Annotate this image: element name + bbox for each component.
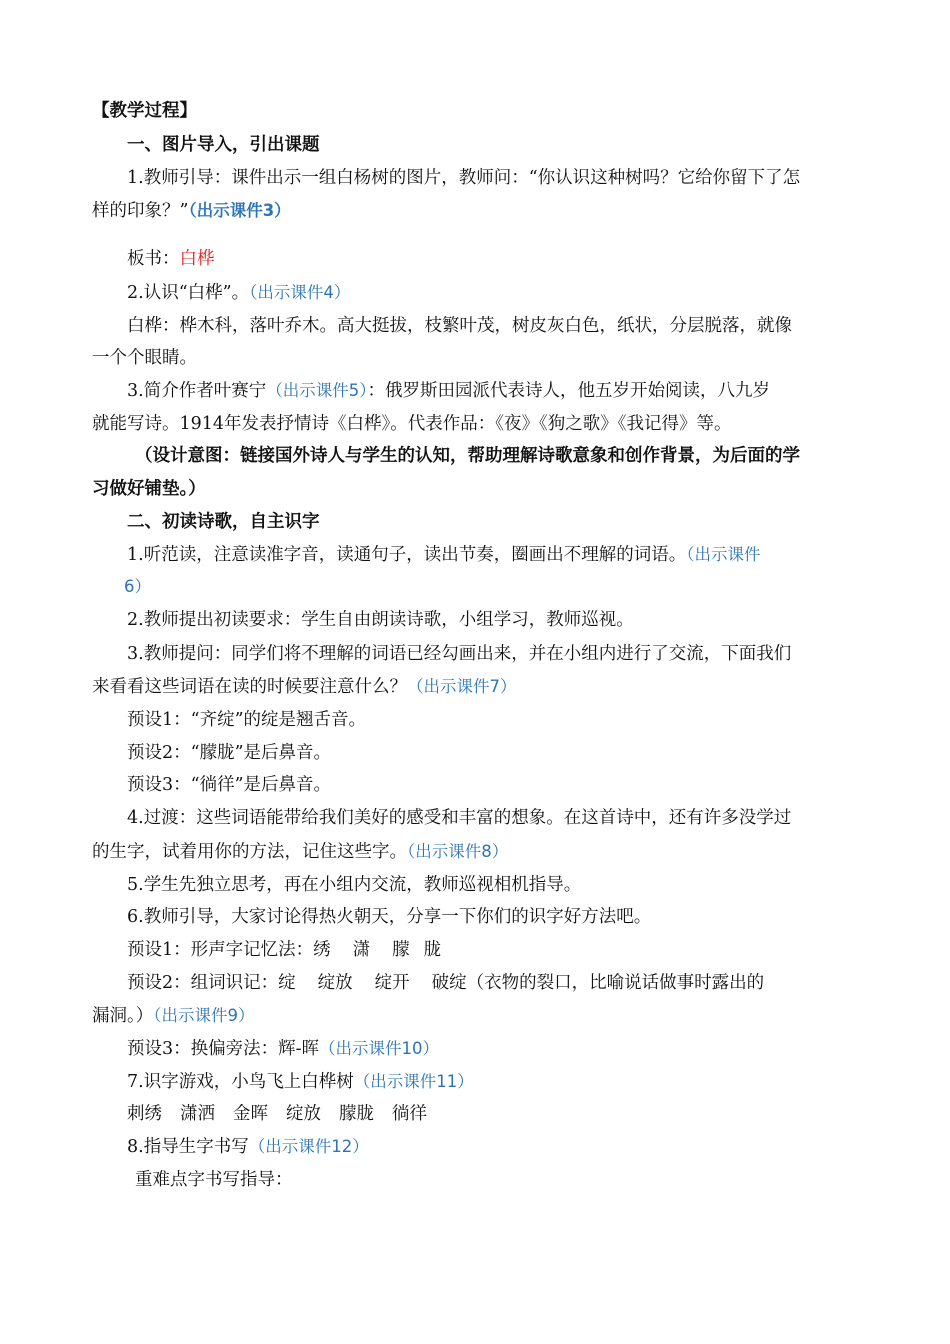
word-item: 绽放 xyxy=(286,1104,321,1124)
birch-description-line-1: 白桦：桦木科，落叶乔木。高大挺拔，枝繁叶茂，树皮灰白色，纸状，分层脱落，就像 xyxy=(127,316,792,336)
courseware-ref-6-b: 6） xyxy=(124,577,151,596)
p6-preset-2-line-2 xyxy=(92,1004,255,1028)
section-1-title: 一、图片导入，引出课题 xyxy=(127,135,320,155)
preset-3: 预设3：“徜徉”是后鼻音。 xyxy=(127,775,332,795)
word-item: 潇洒 xyxy=(180,1104,215,1124)
s2-paragraph-1-line-1 xyxy=(127,543,760,567)
word-item: 徜徉 xyxy=(392,1104,427,1124)
courseware-ref-12: （出示课件12） xyxy=(248,1137,369,1156)
s2-paragraph-6: 6.教师引导，大家讨论得热火朝天，分享一下你们的识字好方法吧。 xyxy=(127,907,652,927)
s2-paragraph-7 xyxy=(127,1070,474,1094)
design-intent-line-2: 习做好铺垫。） xyxy=(92,479,206,499)
courseware-ref-5: （出示课件5） xyxy=(266,381,368,400)
p6-preset-2-line-1 xyxy=(127,971,764,995)
s2-paragraph-3-text: 来看看这些词语在读的时候要注意什么？ xyxy=(92,677,407,697)
s2-paragraph-3-line-2 xyxy=(92,675,517,699)
word-item: 绽 xyxy=(278,973,296,993)
p6-preset-2-text: 漏洞。） xyxy=(92,1006,154,1026)
word-item: 朦胧 xyxy=(339,1104,374,1124)
p6-preset-1 xyxy=(127,938,441,962)
word-item: 金晖 xyxy=(233,1104,268,1124)
char-item: 潇 xyxy=(352,940,371,960)
courseware-ref-9: （出示课件9） xyxy=(153,1006,255,1025)
s2-paragraph-4-text: 的生字，试着用你的方法，记住这些字。 xyxy=(92,842,407,862)
p6-preset-1-label: 预设1：形声字记忆法： xyxy=(127,940,314,960)
preset-1: 预设1：“齐绽”的绽是翘舌音。 xyxy=(127,710,367,730)
paragraph-1-text: 样的印象？” xyxy=(92,201,189,221)
section-2-title: 二、初读诗歌，自主识字 xyxy=(127,512,320,532)
word-item: 刺绣 xyxy=(127,1104,162,1124)
section-heading: 【教学过程】 xyxy=(92,101,197,121)
word-item: 绽放 xyxy=(317,973,353,993)
courseware-ref-6-a: （出示课件 xyxy=(686,545,761,564)
s2-paragraph-5: 5.学生先独立思考，再在小组内交流，教师巡视相机指导。 xyxy=(127,875,582,895)
s2-paragraph-2: 2.教师提出初读要求：学生自由朗读诗歌，小组学习，教师巡视。 xyxy=(127,610,634,630)
paragraph-2 xyxy=(127,281,350,305)
s2-paragraph-8-sub: 重难点字书写指导： xyxy=(135,1170,293,1190)
paragraph-3-text-b: ：俄罗斯田园派代表诗人，他五岁开始阅读，八九岁 xyxy=(367,381,770,401)
paragraph-1-line-1: 1.教师引导：课件出示一组白杨树的图片，教师问：“你认识这种树吗？它给你留下了怎 xyxy=(127,168,801,188)
p6-preset-3 xyxy=(127,1037,439,1061)
board-writing xyxy=(127,247,215,271)
courseware-ref-3: （出示课件3） xyxy=(188,201,291,220)
s2-paragraph-4-line-1: 4.过渡：这些词语能带给我们美好的感受和丰富的想象。在这首诗中，还有许多没学过 xyxy=(127,808,792,828)
char-item: 绣 xyxy=(313,940,331,960)
s2-paragraph-8-text: 8.指导生字书写 xyxy=(127,1137,249,1157)
word-item: 绽开 xyxy=(374,973,410,993)
board-label: 板书： xyxy=(127,249,180,269)
p6-preset-3-text: 预设3：换偏旁法：辉-晖 xyxy=(127,1039,320,1059)
s2-paragraph-1-text: 1.听范读，注意读准字音，读通句子，读出节奏，圈画出不理解的词语。 xyxy=(127,545,687,565)
courseware-ref-10: （出示课件10） xyxy=(319,1039,440,1058)
birch-description-line-2: 一个个眼睛。 xyxy=(92,348,197,368)
p6-preset-2-label: 预设2：组词识记： xyxy=(127,973,279,993)
preset-2: 预设2：“朦胧”是后鼻音。 xyxy=(127,743,332,763)
char-item: 朦 xyxy=(392,940,410,960)
board-value: 白桦 xyxy=(179,249,215,269)
courseware-ref-4: （出示课件4） xyxy=(249,283,351,302)
courseware-ref-7: （出示课件7） xyxy=(407,677,517,696)
courseware-ref-8: （出示课件8） xyxy=(407,842,509,861)
s2-paragraph-4-line-2 xyxy=(92,840,508,864)
s2-paragraph-8 xyxy=(127,1135,369,1159)
paragraph-3-text-a: 3.简介作者叶赛宁 xyxy=(127,381,267,401)
design-intent-line-1: （设计意图：链接国外诗人与学生的认知，帮助理解诗歌意象和创作背景，为后面的学 xyxy=(135,446,800,466)
paragraph-3-line-2: 就能写诗。1914年发表抒情诗《白桦》。代表作品：《夜》《狗之歌》《我记得》等。 xyxy=(92,414,732,434)
paragraph-1-line-2 xyxy=(92,199,291,223)
s2-paragraph-7-text: 7.识字游戏，小鸟飞上白桦树 xyxy=(127,1072,354,1092)
game-words xyxy=(127,1102,427,1126)
word-item: 破绽（衣物的裂口，比喻说话做事时露出的 xyxy=(431,973,765,993)
s2-paragraph-3-line-1: 3.教师提问：同学们将不理解的词语已经勾画出来，并在小组内进行了交流，下面我们 xyxy=(127,644,792,664)
paragraph-3-line-1 xyxy=(127,379,770,403)
courseware-ref-11: （出示课件11） xyxy=(353,1072,474,1091)
paragraph-2-text: 2.认识“白桦”。 xyxy=(127,283,250,303)
char-item: 胧 xyxy=(423,940,442,960)
